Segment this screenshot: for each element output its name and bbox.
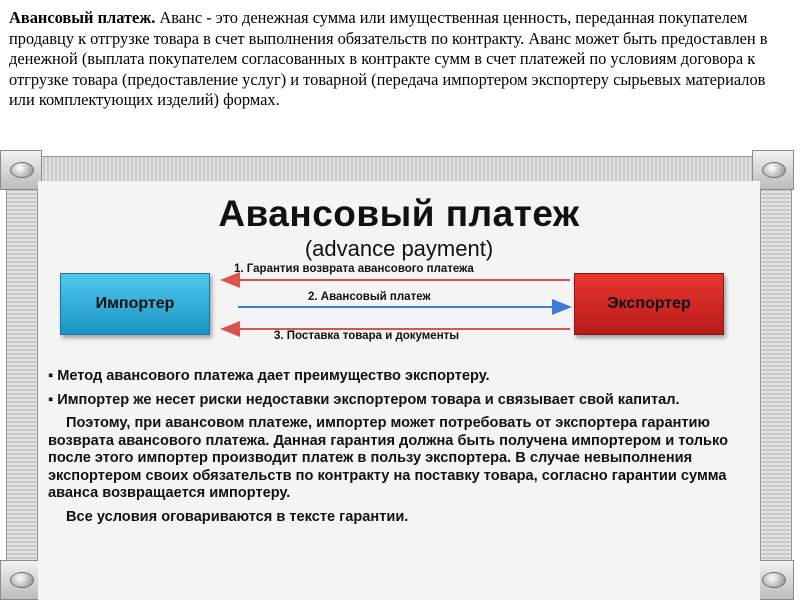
bullet-risks: ▪ Импортер же несет риски недоставки экспортером товара и связывает свой капитал. — [48, 391, 680, 408]
slide-body — [48, 368, 748, 532]
flow-label-guarantee: 1. Гарантия возврата авансового платежа — [234, 263, 474, 275]
frame-corner-bottom-left — [0, 560, 42, 600]
frame-right-bar — [760, 170, 792, 590]
exporter-box: Экспортер — [574, 273, 724, 335]
flow-label-payment: 2. Авансовый платеж — [308, 291, 431, 303]
flow-label-delivery: 3. Поставка товара и документы — [274, 330, 460, 342]
frame-left-bar — [6, 170, 38, 590]
slide-panel — [38, 181, 760, 600]
paragraph-guarantee: Поэтому, при авансовом платеже, импортер может потребовать от экспортера гарантию возврата авансового платежа. Данная гарантия должна быть получена импортером и только после этого импортер производит платеж в пользу экспортера. В случае невыполнения экспортером своих обязательств по контракту на поставку товара, согласно гарантии сумма аванса возвращается импортеру. — [48, 415, 729, 501]
flow-arrows — [38, 181, 760, 371]
corner-knob-icon — [762, 162, 786, 178]
corner-knob-icon — [762, 572, 786, 588]
frame-corner-top-left — [0, 150, 42, 190]
corner-knob-icon — [10, 162, 34, 178]
slide-title: Авансовый платеж — [218, 193, 580, 234]
importer-box: Импортер — [60, 273, 210, 335]
paragraph-conditions: Все условия оговариваются в тексте гарантии. — [66, 508, 409, 525]
bullet-advantage: ▪ Метод авансового платежа дает преимущество экспортеру. — [48, 368, 490, 384]
intro-paragraph — [9, 8, 793, 111]
intro-text: Аванс - это денежная сумма или имущественная ценность, переданная покупателем продавцу к отгрузке товара в счет выполнения обязательств по контракту. Аванс может быть предоставлен в денежной (выплата покупателем согласованных в контракте сумм в счет платежей по условиям договора к отгрузке товара (предоставление услуг) и товарной (передача импортером экспортеру сырьевых материалов или комплектующих изделий) формах. — [9, 8, 768, 109]
slide-subtitle: (advance payment) — [304, 236, 494, 261]
corner-knob-icon — [10, 572, 34, 588]
intro-term: Авансовый платеж. — [9, 8, 156, 27]
